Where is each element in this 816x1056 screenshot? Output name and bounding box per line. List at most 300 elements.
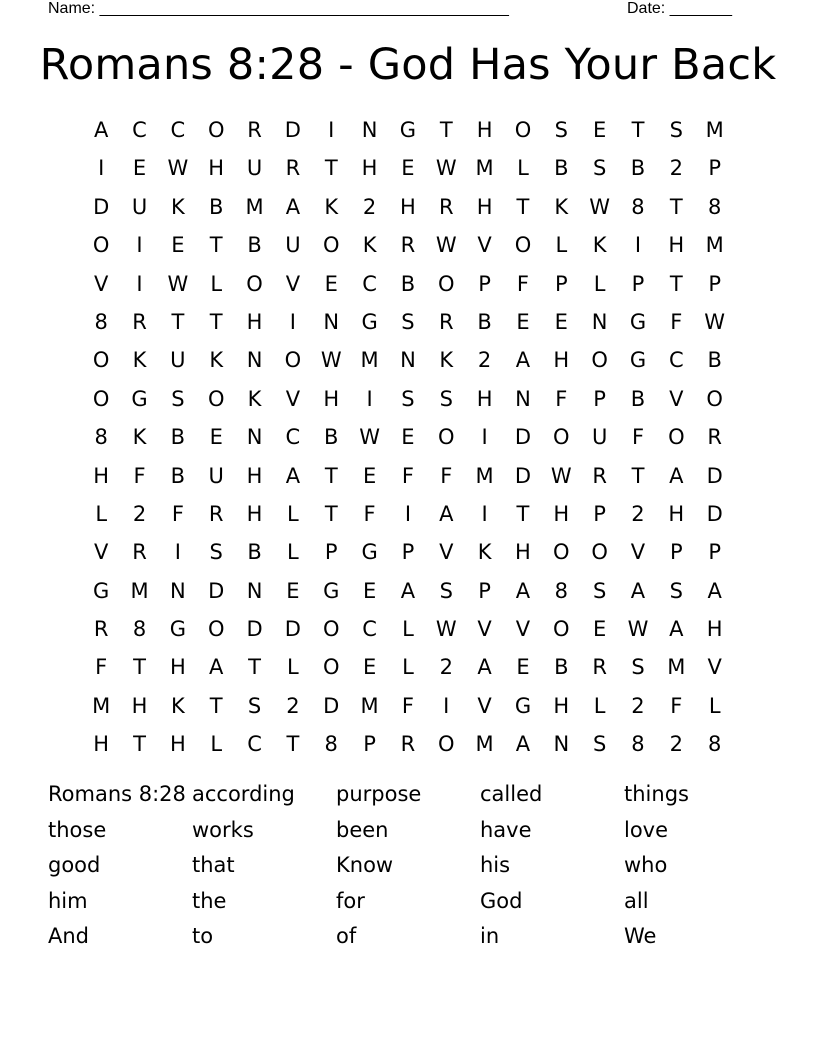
grid-letter[interactable]: A <box>669 617 684 642</box>
grid-letter[interactable]: S <box>631 655 645 680</box>
word-list-item: him <box>48 888 88 913</box>
grid-letter[interactable]: H <box>93 732 110 757</box>
grid-letter[interactable]: M <box>360 693 379 718</box>
grid-letter[interactable]: K <box>132 425 147 450</box>
grid-letter[interactable]: A <box>515 578 531 603</box>
grid-letter[interactable]: G <box>361 540 378 565</box>
grid-letter[interactable]: T <box>516 194 530 219</box>
grid-letter[interactable]: E <box>209 425 223 450</box>
grid-letter[interactable]: V <box>285 271 301 296</box>
grid-letter[interactable]: E <box>286 578 300 603</box>
grid-letter[interactable]: K <box>477 540 492 565</box>
grid-letter[interactable]: 8 <box>631 732 645 757</box>
grid-letter[interactable]: F <box>670 309 683 334</box>
grid-letter[interactable]: V <box>93 271 109 296</box>
grid-letter[interactable]: B <box>400 271 416 296</box>
grid-letter[interactable]: P <box>363 732 376 757</box>
grid-letter[interactable]: M <box>705 118 724 142</box>
grid-letter[interactable]: T <box>133 732 146 757</box>
word-list-item: things <box>624 782 689 806</box>
grid-letter[interactable]: O <box>706 386 723 411</box>
grid-letter[interactable]: N <box>515 386 531 411</box>
grid-letter[interactable]: G <box>629 309 647 334</box>
word-list-item: according <box>192 782 295 806</box>
grid-letter[interactable]: O <box>207 617 225 642</box>
grid-letter[interactable]: F <box>133 463 146 488</box>
grid-letter[interactable]: R <box>438 309 454 334</box>
grid-letter[interactable]: L <box>287 655 299 680</box>
grid-letter[interactable]: 2 <box>439 655 453 680</box>
grid-letter[interactable]: I <box>136 233 143 258</box>
grid-letter[interactable]: I <box>404 501 412 526</box>
grid-letter[interactable]: M <box>475 156 494 181</box>
grid-letter[interactable]: R <box>285 156 301 181</box>
grid-letter[interactable]: H <box>553 693 570 718</box>
grid-letter[interactable]: W <box>704 309 726 334</box>
grid-letter[interactable]: T <box>324 463 338 488</box>
grid-letter[interactable]: 2 <box>286 693 300 718</box>
grid-letter[interactable]: U <box>208 463 224 488</box>
grid-letter[interactable]: O <box>322 233 340 258</box>
grid-letter[interactable]: E <box>362 463 377 488</box>
grid-letter[interactable]: D <box>706 501 723 526</box>
grid-letter[interactable]: B <box>630 156 646 181</box>
grid-letter[interactable]: O <box>553 425 570 450</box>
grid-letter[interactable]: S <box>669 118 683 142</box>
grid-letter[interactable]: T <box>669 271 683 296</box>
grid-letter[interactable]: W <box>167 271 189 296</box>
grid-letter[interactable]: B <box>477 309 492 334</box>
grid-letter[interactable]: T <box>133 655 146 680</box>
grid-letter[interactable]: I <box>328 118 335 142</box>
grid-letter[interactable]: B <box>247 540 262 565</box>
grid-letter[interactable]: H <box>476 118 493 142</box>
grid-letter[interactable]: T <box>209 309 223 334</box>
grid-letter[interactable]: A <box>669 463 684 488</box>
grid-letter[interactable]: T <box>324 501 338 526</box>
grid-letter[interactable]: H <box>476 386 493 411</box>
grid-letter[interactable]: I <box>136 271 143 296</box>
grid-letter[interactable]: A <box>707 578 722 603</box>
grid-letter[interactable]: F <box>363 501 376 526</box>
grid-letter[interactable]: M <box>92 693 111 718</box>
grid-letter[interactable]: D <box>323 693 340 718</box>
grid-letter[interactable]: O <box>207 386 225 411</box>
grid-letter[interactable]: R <box>707 425 722 450</box>
grid-letter[interactable]: A <box>93 118 109 142</box>
grid-letter[interactable]: B <box>554 655 569 680</box>
grid-letter[interactable]: H <box>706 617 723 642</box>
grid-letter[interactable]: V <box>439 540 454 565</box>
grid-letter[interactable]: 8 <box>631 194 645 219</box>
grid-letter[interactable]: O <box>246 271 263 296</box>
word-list-item: to <box>192 924 214 948</box>
grid-letter[interactable]: C <box>285 425 301 450</box>
grid-letter[interactable]: P <box>593 386 606 411</box>
grid-letter[interactable]: S <box>554 118 568 142</box>
grid-letter[interactable]: U <box>591 425 608 450</box>
grid-letter[interactable]: D <box>706 463 723 488</box>
grid-letter[interactable]: P <box>478 578 491 603</box>
grid-letter[interactable]: W <box>435 617 457 642</box>
grid-letter[interactable]: F <box>516 271 529 296</box>
grid-letter[interactable]: P <box>708 540 721 565</box>
grid-letter[interactable]: K <box>132 348 147 373</box>
grid-letter[interactable]: S <box>401 309 415 334</box>
grid-letter[interactable]: C <box>132 118 147 142</box>
grid-letter[interactable]: A <box>400 578 416 603</box>
grid-letter[interactable]: P <box>554 271 568 296</box>
grid-letter[interactable]: K <box>592 233 607 258</box>
grid-letter[interactable]: G <box>361 309 378 334</box>
grid-letter[interactable]: H <box>400 194 416 219</box>
grid-letter[interactable]: A <box>209 655 224 680</box>
grid-letter[interactable]: T <box>439 118 453 142</box>
grid-letter[interactable]: 8 <box>94 309 108 334</box>
grid-letter[interactable]: R <box>400 732 416 757</box>
grid-letter[interactable]: S <box>669 578 683 603</box>
grid-letter[interactable]: M <box>475 732 494 757</box>
grid-letter[interactable]: S <box>171 386 185 411</box>
grid-letter[interactable]: 8 <box>94 425 108 450</box>
grid-letter[interactable]: F <box>95 655 108 680</box>
grid-letter[interactable]: G <box>93 578 110 603</box>
grid-letter[interactable]: T <box>324 156 338 181</box>
grid-letter[interactable]: H <box>246 463 263 488</box>
grid-letter[interactable]: M <box>475 463 494 488</box>
grid-letter[interactable]: D <box>93 194 110 219</box>
grid-letter[interactable]: B <box>247 233 262 258</box>
grid-letter[interactable]: R <box>132 540 147 565</box>
grid-letter[interactable]: S <box>592 578 607 603</box>
grid-letter[interactable]: U <box>131 194 148 219</box>
grid-letter[interactable]: 2 <box>631 693 645 718</box>
grid-letter[interactable]: V <box>669 386 684 411</box>
grid-letter[interactable]: G <box>629 348 647 373</box>
grid-letter[interactable]: A <box>477 655 492 680</box>
grid-letter[interactable]: D <box>208 578 225 603</box>
grid-letter[interactable]: E <box>593 118 607 142</box>
grid-letter[interactable]: K <box>170 194 185 219</box>
grid-letter[interactable]: O <box>284 348 302 373</box>
grid-letter[interactable]: W <box>550 463 572 488</box>
grid-letter[interactable]: A <box>630 578 646 603</box>
grid-letter[interactable]: N <box>591 309 608 334</box>
grid-letter[interactable]: I <box>366 386 373 411</box>
grid-letter[interactable]: W <box>320 348 342 373</box>
grid-row <box>82 265 734 303</box>
grid-letter[interactable]: 2 <box>477 348 492 373</box>
grid-letter[interactable]: I <box>443 693 450 718</box>
grid-letter[interactable]: H <box>553 501 570 526</box>
grid-letter[interactable]: E <box>132 156 147 181</box>
grid-letter[interactable]: T <box>516 501 530 526</box>
grid-letter[interactable]: 8 <box>707 732 722 757</box>
grid-letter[interactable]: M <box>130 578 149 603</box>
grid-letter[interactable]: F <box>401 693 414 718</box>
grid-letter[interactable]: O <box>322 655 340 680</box>
grid-letter[interactable]: B <box>630 386 646 411</box>
grid-letter[interactable]: O <box>438 732 455 757</box>
grid-letter[interactable]: O <box>92 348 110 373</box>
grid-letter[interactable]: B <box>208 194 224 219</box>
grid-letter[interactable]: G <box>514 693 532 718</box>
grid-letter[interactable]: F <box>631 425 645 450</box>
grid-letter[interactable]: I <box>634 233 642 258</box>
grid-letter[interactable]: D <box>514 425 532 450</box>
grid-letter[interactable]: H <box>93 463 110 488</box>
grid-letter[interactable]: E <box>516 655 530 680</box>
grid-letter[interactable]: G <box>131 386 148 411</box>
grid-letter[interactable]: I <box>174 540 181 565</box>
grid-letter[interactable]: U <box>170 348 186 373</box>
grid-letter[interactable]: O <box>92 386 110 411</box>
grid-letter[interactable]: K <box>170 693 185 718</box>
grid-letter[interactable]: H <box>668 501 685 526</box>
word-list-item: in <box>480 924 500 948</box>
grid-letter[interactable]: U <box>285 233 301 258</box>
grid-letter[interactable]: S <box>439 386 453 411</box>
grid-letter[interactable]: E <box>593 617 607 642</box>
grid-letter[interactable]: O <box>438 271 455 296</box>
date-field-label[interactable]: Date: _______ <box>627 0 732 17</box>
grid-letter[interactable]: F <box>555 386 568 411</box>
grid-letter[interactable]: R <box>208 501 224 526</box>
grid-letter[interactable]: K <box>209 348 224 373</box>
grid-letter[interactable]: C <box>362 271 377 296</box>
grid-letter[interactable]: 2 <box>669 732 684 757</box>
grid-letter[interactable]: S <box>439 578 453 603</box>
grid-letter[interactable]: O <box>322 617 340 642</box>
grid-letter[interactable]: L <box>287 540 299 565</box>
grid-letter[interactable]: F <box>670 693 683 718</box>
grid-letter[interactable]: D <box>246 617 263 642</box>
grid-letter[interactable]: 2 <box>362 194 377 219</box>
grid-letter[interactable]: E <box>554 309 568 334</box>
grid-letter[interactable]: R <box>132 309 147 334</box>
grid-letter[interactable]: W <box>589 194 611 219</box>
grid-letter[interactable]: L <box>402 617 414 642</box>
grid-letter[interactable]: V <box>515 617 531 642</box>
grid-letter[interactable]: I <box>98 156 105 181</box>
grid-letter[interactable]: T <box>669 194 683 219</box>
grid-letter[interactable]: L <box>402 655 414 680</box>
grid-letter[interactable]: S <box>401 386 415 411</box>
grid-letter[interactable]: H <box>515 540 531 565</box>
grid-letter[interactable]: V <box>477 617 492 642</box>
grid-letter[interactable]: T <box>209 233 223 258</box>
grid-letter[interactable]: C <box>170 118 186 142</box>
grid-letter[interactable]: D <box>284 617 301 642</box>
grid-letter[interactable]: O <box>553 540 570 565</box>
grid-letter[interactable]: O <box>591 540 608 565</box>
grid-letter[interactable]: N <box>553 732 570 757</box>
grid-letter[interactable]: O <box>438 425 455 450</box>
grid-letter[interactable]: G <box>399 118 417 142</box>
grid-letter[interactable]: A <box>285 194 301 219</box>
grid-letter[interactable]: 8 <box>554 578 568 603</box>
grid-letter[interactable]: B <box>707 348 722 373</box>
grid-letter[interactable]: C <box>247 732 262 757</box>
grid-letter[interactable]: W <box>359 425 380 450</box>
grid-row <box>82 725 734 763</box>
grid-letter[interactable]: L <box>210 732 223 757</box>
grid-letter[interactable]: P <box>708 156 721 181</box>
grid-letter[interactable]: O <box>553 617 570 642</box>
grid-letter[interactable]: M <box>245 194 264 219</box>
grid-letter[interactable]: P <box>708 271 721 296</box>
grid-letter[interactable]: B <box>170 425 186 450</box>
grid-letter[interactable]: S <box>592 156 607 181</box>
grid-letter[interactable]: W <box>167 156 189 181</box>
grid-letter[interactable]: R <box>400 233 416 258</box>
grid-letter[interactable]: N <box>170 578 186 603</box>
grid-letter[interactable]: L <box>287 501 299 526</box>
grid-letter[interactable]: N <box>246 425 263 450</box>
grid-letter[interactable]: C <box>362 617 377 642</box>
grid-letter[interactable]: O <box>207 118 225 142</box>
grid-letter[interactable]: P <box>669 540 683 565</box>
grid-letter[interactable]: T <box>286 732 300 757</box>
grid-letter[interactable]: O <box>514 118 532 142</box>
grid-letter[interactable]: R <box>592 655 607 680</box>
grid-letter[interactable]: N <box>323 309 340 334</box>
grid-letter[interactable]: H <box>323 386 340 411</box>
grid-letter[interactable]: K <box>324 194 339 219</box>
grid-letter[interactable]: S <box>592 732 607 757</box>
grid-letter[interactable]: M <box>705 233 724 258</box>
grid-letter[interactable]: E <box>324 271 338 296</box>
grid-letter[interactable]: 2 <box>631 501 645 526</box>
grid-letter[interactable]: O <box>591 348 608 373</box>
grid-letter[interactable]: 2 <box>132 501 147 526</box>
grid-letter[interactable]: T <box>248 655 261 680</box>
grid-letter[interactable]: H <box>208 156 225 181</box>
grid-letter[interactable]: K <box>554 194 569 219</box>
grid-letter[interactable]: M <box>360 348 379 373</box>
grid-letter[interactable]: H <box>169 655 186 680</box>
grid-letter[interactable]: D <box>284 118 301 142</box>
grid-letter[interactable]: B <box>324 425 339 450</box>
grid-letter[interactable]: L <box>555 233 568 258</box>
grid-letter[interactable]: L <box>593 271 606 296</box>
grid-letter[interactable]: N <box>400 348 416 373</box>
grid-letter[interactable]: T <box>631 118 645 142</box>
grid-letter[interactable]: L <box>210 271 223 296</box>
grid-letter[interactable]: O <box>668 425 685 450</box>
grid-letter[interactable]: M <box>667 655 686 680</box>
grid-letter[interactable]: A <box>439 501 454 526</box>
grid-letter[interactable]: T <box>171 309 185 334</box>
grid-letter[interactable]: V <box>630 540 646 565</box>
grid-letter[interactable]: E <box>401 425 415 450</box>
grid-letter[interactable]: F <box>401 463 414 488</box>
grid-letter[interactable]: I <box>481 501 488 526</box>
grid-letter[interactable]: F <box>440 463 453 488</box>
grid-letter[interactable]: H <box>246 501 263 526</box>
grid-letter[interactable]: W <box>627 617 649 642</box>
grid-letter[interactable]: U <box>246 156 263 181</box>
grid-letter[interactable]: S <box>247 693 262 718</box>
grid-letter[interactable]: R <box>438 194 454 219</box>
grid-letter[interactable]: O <box>514 233 532 258</box>
grid-letter[interactable]: L <box>593 693 606 718</box>
grid-letter[interactable]: L <box>517 156 529 181</box>
grid-letter[interactable]: E <box>401 156 415 181</box>
grid-letter[interactable]: V <box>477 693 492 718</box>
grid-letter[interactable]: 8 <box>324 732 338 757</box>
grid-letter[interactable]: E <box>362 655 377 680</box>
grid-letter[interactable]: E <box>362 578 377 603</box>
grid-letter[interactable]: 8 <box>132 617 147 642</box>
grid-letter[interactable]: C <box>668 348 684 373</box>
grid-letter[interactable]: K <box>247 386 262 411</box>
grid-letter[interactable]: H <box>131 693 148 718</box>
grid-letter[interactable]: W <box>435 156 457 181</box>
grid-letter[interactable]: B <box>170 463 186 488</box>
grid-letter[interactable]: 2 <box>669 156 684 181</box>
grid-letter[interactable]: N <box>246 348 263 373</box>
word-list-item: been <box>336 817 389 842</box>
grid-letter[interactable]: A <box>515 732 531 757</box>
grid-letter[interactable]: S <box>209 540 223 565</box>
grid-letter[interactable]: V <box>477 233 492 258</box>
grid-letter[interactable]: T <box>209 693 223 718</box>
grid-letter[interactable]: K <box>362 233 377 258</box>
grid-letter[interactable]: O <box>92 233 110 258</box>
grid-letter[interactable]: P <box>593 501 606 526</box>
grid-letter[interactable]: P <box>631 271 645 296</box>
grid-letter[interactable]: T <box>631 463 645 488</box>
grid-letter[interactable]: B <box>554 156 569 181</box>
grid-letter[interactable]: H <box>361 156 378 181</box>
grid-letter[interactable]: P <box>478 271 491 296</box>
name-field-label[interactable]: Name: ______________________________________________ <box>48 0 509 17</box>
grid-letter[interactable]: K <box>439 348 454 373</box>
grid-letter[interactable]: N <box>361 118 378 142</box>
grid-letter[interactable]: A <box>285 463 301 488</box>
grid-letter[interactable]: V <box>285 386 301 411</box>
grid-letter[interactable]: I <box>289 309 296 334</box>
grid-letter[interactable]: E <box>171 233 185 258</box>
grid-letter[interactable]: H <box>553 348 570 373</box>
grid-letter[interactable]: D <box>514 463 532 488</box>
grid-letter[interactable]: L <box>708 693 721 718</box>
grid-letter[interactable]: R <box>93 617 109 642</box>
grid-letter[interactable]: R <box>247 118 262 142</box>
grid-letter[interactable]: 8 <box>707 194 722 219</box>
grid-letter[interactable]: I <box>481 425 488 450</box>
grid-letter[interactable]: H <box>169 732 186 757</box>
grid-letter[interactable]: A <box>515 348 531 373</box>
grid-letter[interactable]: H <box>668 233 685 258</box>
grid-letter[interactable]: G <box>323 578 340 603</box>
grid-letter[interactable]: E <box>516 309 530 334</box>
grid-letter[interactable]: F <box>171 501 184 526</box>
grid-letter[interactable]: P <box>401 540 415 565</box>
grid-row <box>82 610 734 648</box>
grid-letter[interactable]: H <box>246 309 263 334</box>
grid-letter[interactable]: N <box>246 578 263 603</box>
grid-letter[interactable]: H <box>476 194 493 219</box>
grid-letter[interactable]: V <box>707 655 722 680</box>
grid-letter[interactable]: L <box>95 501 108 526</box>
grid-letter[interactable]: V <box>93 540 109 565</box>
grid-letter[interactable]: R <box>592 463 607 488</box>
grid-letter[interactable]: W <box>435 233 457 258</box>
grid-letter[interactable]: G <box>169 617 186 642</box>
grid-letter[interactable]: P <box>324 540 338 565</box>
